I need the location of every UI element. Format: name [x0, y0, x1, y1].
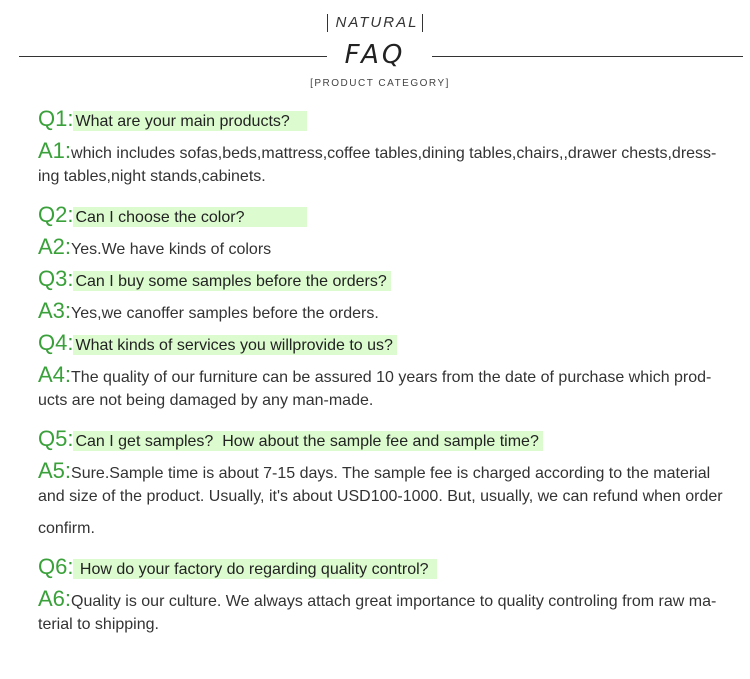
- faq-answer-1: [38, 138, 716, 164]
- answer-label: A5:: [38, 458, 72, 483]
- answer-continuation: ucts are not being damaged by any man-made.: [38, 392, 374, 409]
- faq-question-6: [38, 554, 437, 580]
- page-subtitle: [PRODUCT CATEGORY]: [310, 78, 450, 89]
- question-text: What kinds of services you willprovide to us?: [73, 335, 396, 355]
- faq-answer-6: [38, 586, 716, 612]
- question-text: Can I choose the color?: [73, 207, 307, 227]
- answer-continuation: ing tables,night stands,cabinets.: [38, 168, 266, 185]
- answer-continuation: terial to shipping.: [38, 616, 159, 633]
- answer-text: Yes.We have kinds of colors: [71, 241, 272, 258]
- question-label: Q1:: [38, 106, 74, 131]
- faq-question-4: [38, 330, 397, 356]
- answer-text: Sure.Sample time is about 7-15 days. The sample fee is charged according to the material: [71, 465, 711, 482]
- brand-name: NATURAL: [327, 14, 424, 32]
- page-title: FAQ: [344, 40, 406, 70]
- question-label: Q4:: [38, 330, 74, 355]
- question-text: Can I get samples? How about the sample fee and sample time?: [73, 431, 542, 451]
- faq-question-5: [38, 426, 543, 452]
- faq-answer-5: [38, 458, 710, 484]
- answer-continuation: confirm.: [38, 520, 95, 537]
- faq-question-3: [38, 266, 391, 292]
- question-label: Q3:: [38, 266, 74, 291]
- faq-answer-4: [38, 362, 711, 388]
- answer-label: A1:: [38, 138, 72, 163]
- faq-answer-2: [38, 234, 271, 260]
- answer-text: The quality of our furniture can be assured 10 years from the date of purchase which prod-: [71, 369, 712, 386]
- answer-label: A4:: [38, 362, 72, 387]
- question-label: Q5:: [38, 426, 74, 451]
- answer-continuation: and size of the product. Usually, it's about USD100-1000. But, usually, we can refund when order: [38, 488, 723, 505]
- faq-question-1: [38, 106, 307, 132]
- answer-label: A3:: [38, 298, 72, 323]
- brand-header: [0, 14, 750, 32]
- question-text: What are your main products?: [73, 111, 307, 131]
- question-text: Can I buy some samples before the orders?: [73, 271, 390, 291]
- answer-label: A6:: [38, 586, 72, 611]
- faq-answer-3: [38, 298, 379, 324]
- question-text: How do your factory do regarding quality control?: [73, 559, 436, 579]
- answer-text: Quality is our culture. We always attach great importance to quality controling from raw ma-: [71, 593, 717, 610]
- faq-question-2: [38, 202, 307, 228]
- question-label: Q2:: [38, 202, 74, 227]
- question-label: Q6:: [38, 554, 74, 579]
- answer-label: A2:: [38, 234, 72, 259]
- answer-text: Yes,we canoffer samples before the orders.: [71, 305, 379, 322]
- answer-text: which includes sofas,beds,mattress,coffee tables,dining tables,chairs,,drawer chests,dress-: [71, 145, 717, 162]
